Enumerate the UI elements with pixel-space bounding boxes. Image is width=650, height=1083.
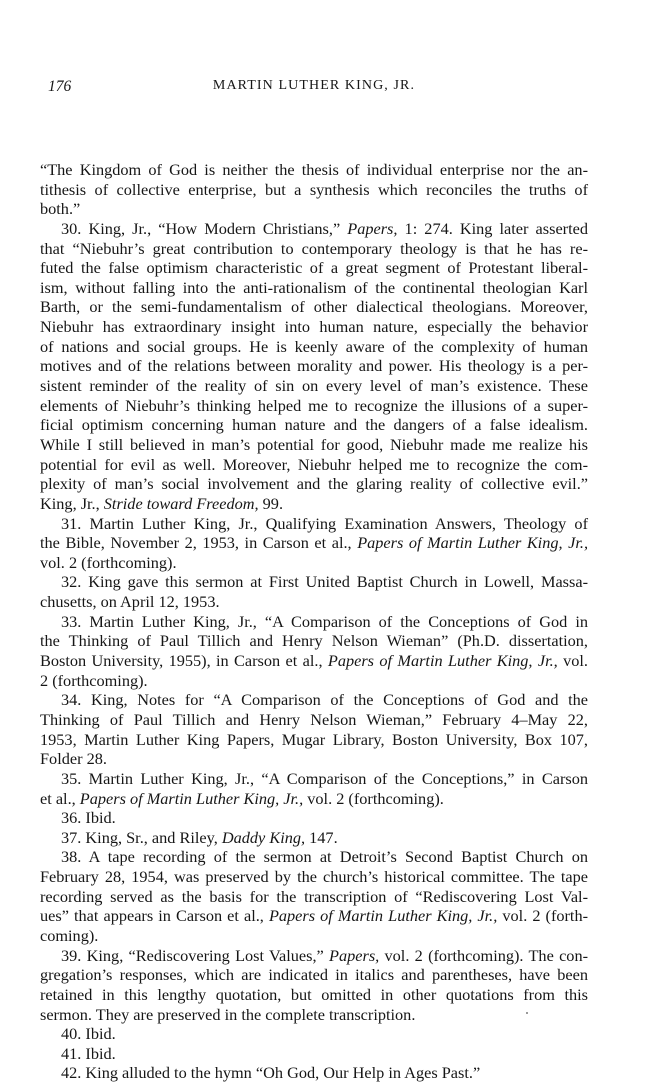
text-segment: ism, without falling into the anti-rationalism of the continental theologian Karl [40, 277, 588, 297]
endnote-36 [40, 808, 588, 828]
text-line [40, 946, 588, 966]
endnote-37 [40, 828, 588, 848]
text-line [40, 1005, 588, 1025]
text-segment: plexity of man’s social involvement and the glaring reality of collective evil.” [40, 474, 588, 494]
text-line [40, 887, 588, 907]
text-line [40, 730, 588, 750]
text-segment: 32. King gave this sermon at First United Baptist Church in Lowell, Massa- [61, 572, 588, 592]
text-line [40, 1024, 588, 1044]
text-segment: sistent reminder of the reality of sin on every level of man’s existence. These [40, 376, 588, 396]
text-segment: elements of Niebuhr’s thinking helped me to recognize the illusions of a super- [40, 395, 588, 415]
text-line [40, 789, 588, 809]
text-line [40, 1063, 588, 1083]
text-segment: vol. 2 (forthcoming). The con- [379, 945, 589, 965]
endnote-35 [40, 769, 588, 808]
text-segment: coming). [40, 925, 99, 945]
quote-continuation [40, 160, 588, 219]
endnotes-list [40, 219, 588, 1083]
text-segment: 1: 274. King later asserted [397, 218, 588, 238]
text-line [40, 612, 588, 632]
text-segment: 38. A tape recording of the sermon at Detroit’s Second Baptist Church on [61, 847, 588, 867]
text-segment: vol. 2 (forth- [497, 906, 589, 926]
italic-title: Papers of Martin Luther King, Jr., [357, 533, 589, 553]
text-segment: et al., [40, 788, 80, 808]
text-line [40, 631, 588, 651]
endnote-40 [40, 1024, 588, 1044]
endnote-39 [40, 946, 588, 1025]
text-segment: 40. Ibid. [61, 1024, 116, 1044]
endnote-31 [40, 514, 588, 573]
text-segment: retained in this lengthy quotation, but omitted in other quotations from this [40, 984, 588, 1004]
text-line [40, 396, 588, 416]
text-segment: futed the false optimism characteristic of a great segment of Protestant liberal- [40, 258, 588, 278]
endnotes-text [40, 160, 588, 1083]
page-number: 176 [48, 78, 72, 95]
text-segment: that “Niebuhr’s great contribution to contemporary theology is that he has re- [40, 238, 588, 258]
endnote-41 [40, 1044, 588, 1064]
text-segment: 41. Ibid. [61, 1043, 116, 1063]
text-line [40, 867, 588, 887]
italic-title: Papers, [347, 218, 398, 238]
text-segment: ficial optimism concerning human nature and the dangers of a false idealism. [40, 415, 588, 435]
text-segment: Barth, or the semi-fundamentalism of other dialectical theologians. Moreover, [40, 297, 588, 317]
text-segment: 34. King, Notes for “A Comparison of the Conceptions of God and the [61, 690, 588, 710]
text-line [40, 808, 588, 828]
text-line [40, 356, 588, 376]
text-line [40, 572, 588, 592]
text-segment: vol. 2 (forthcoming). [303, 788, 444, 808]
text-segment: 35. Martin Luther King, Jr., “A Comparison of the Conceptions,” in Carson [61, 768, 588, 788]
text-line [40, 828, 588, 848]
text-segment: gregation’s responses, which are indicated in italics and parentheses, have been [40, 965, 588, 985]
text-segment: Niebuhr has extraordinary insight into human nature, especially the behavior [40, 317, 588, 337]
text-segment: motives and of the relations between morality and power. His theology is a per- [40, 356, 588, 376]
endnote-38 [40, 847, 588, 945]
endnote-30 [40, 219, 588, 514]
text-line [40, 847, 588, 867]
text-segment: 2 (forthcoming). [40, 670, 148, 690]
italic-title: Papers, [329, 945, 380, 965]
text-line [40, 690, 588, 710]
text-line [40, 258, 588, 278]
text-segment: February 28, 1954, was preserved by the church’s historical committee. The tape [40, 867, 588, 887]
text-line [40, 651, 588, 671]
text-line [40, 671, 588, 691]
text-line [40, 985, 588, 1005]
text-segment: potential for evil as well. Moreover, Niebuhr helped me to recognize the com- [40, 454, 588, 474]
running-head [40, 78, 588, 100]
text-segment: ues” that appears in Carson et al., [40, 906, 269, 926]
text-line [40, 592, 588, 612]
endnote-33 [40, 612, 588, 691]
text-segment: King, Jr., [40, 493, 104, 513]
text-segment: 37. King, Sr., and Riley, [61, 827, 222, 847]
text-line [40, 337, 588, 357]
text-line [40, 455, 588, 475]
text-line [40, 749, 588, 769]
text-segment: 1953, Martin Luther King Papers, Mugar Library, Boston University, Box 107, [40, 729, 588, 749]
text-segment: 30. King, Jr., “How Modern Christians,” [61, 218, 348, 238]
text-line [40, 710, 588, 730]
text-segment: Boston University, 1955), in Carson et al., [40, 651, 328, 671]
endnote-34 [40, 690, 588, 769]
text-segment: 36. Ibid. [61, 808, 116, 828]
text-segment: vol. 2 (forthcoming). [40, 552, 177, 572]
text-line [40, 297, 588, 317]
text-line: both.” [40, 199, 81, 219]
text-segment: 33. Martin Luther King, Jr., “A Comparison of the Conceptions of God in [61, 611, 588, 631]
text-line [40, 474, 588, 494]
text-segment: recording served as the basis for the transcription of “Rediscovering Lost Val- [40, 886, 588, 906]
italic-title: Stride toward Freedom, [103, 493, 259, 513]
text-segment: the Bible, November 2, 1953, in Carson et al., [40, 533, 358, 553]
italic-title: Papers of Martin Luther King, Jr., [268, 906, 498, 926]
text-segment: sermon. They are preserved in the complete transcription. [40, 1004, 416, 1024]
text-line [40, 965, 588, 985]
text-segment: While I still believed in man’s potential for good, Niebuhr made me realize his [40, 434, 588, 454]
text-line: tithesis of collective enterprise, but a synthesis which reconciles the truths of [40, 179, 588, 199]
italic-title: Papers of Martin Luther King, Jr., [327, 651, 558, 671]
endnote-32 [40, 572, 588, 611]
text-line [40, 219, 588, 239]
text-line [40, 415, 588, 435]
scan-speck [526, 1012, 528, 1014]
italic-title: Daddy King, [221, 827, 306, 847]
running-title: MARTIN LUTHER KING, JR. [212, 78, 416, 93]
text-segment: Folder 28. [40, 749, 107, 769]
text-segment: of nations and social groups. He is keenly aware of the complexity of human [40, 336, 588, 356]
text-line [40, 317, 588, 337]
text-line [40, 494, 588, 514]
text-line [40, 435, 588, 455]
text-segment: 31. Martin Luther King, Jr., Qualifying Examination Answers, Theology of [61, 513, 588, 533]
text-line [40, 553, 588, 573]
text-line [40, 278, 588, 298]
text-line [40, 926, 588, 946]
text-segment: 99. [258, 493, 284, 513]
text-line [40, 1044, 588, 1064]
text-line [40, 533, 588, 553]
text-segment: 39. King, “Rediscovering Lost Values,” [61, 945, 330, 965]
text-segment: Thinking of Paul Tillich and Henry Nelson Wieman,” February 4–May 22, [40, 709, 588, 729]
text-segment: the Thinking of Paul Tillich and Henry Nelson Wieman” (Ph.D. dissertation, [40, 631, 588, 651]
text-line [40, 514, 588, 534]
text-segment: vol. [557, 651, 588, 671]
text-line [40, 769, 588, 789]
text-line [40, 239, 588, 259]
text-line [40, 906, 588, 926]
italic-title: Papers of Martin Luther King, Jr., [79, 788, 304, 808]
text-segment: 42. King alluded to the hymn “Oh God, Our Help in Ages Past.” [61, 1063, 481, 1083]
text-line: “The Kingdom of God is neither the thesis of individual enterprise nor the an- [40, 160, 588, 179]
endnote-42 [40, 1063, 588, 1083]
text-line [40, 376, 588, 396]
text-segment: 147. [305, 827, 338, 847]
text-segment: chusetts, on April 12, 1953. [40, 592, 220, 612]
